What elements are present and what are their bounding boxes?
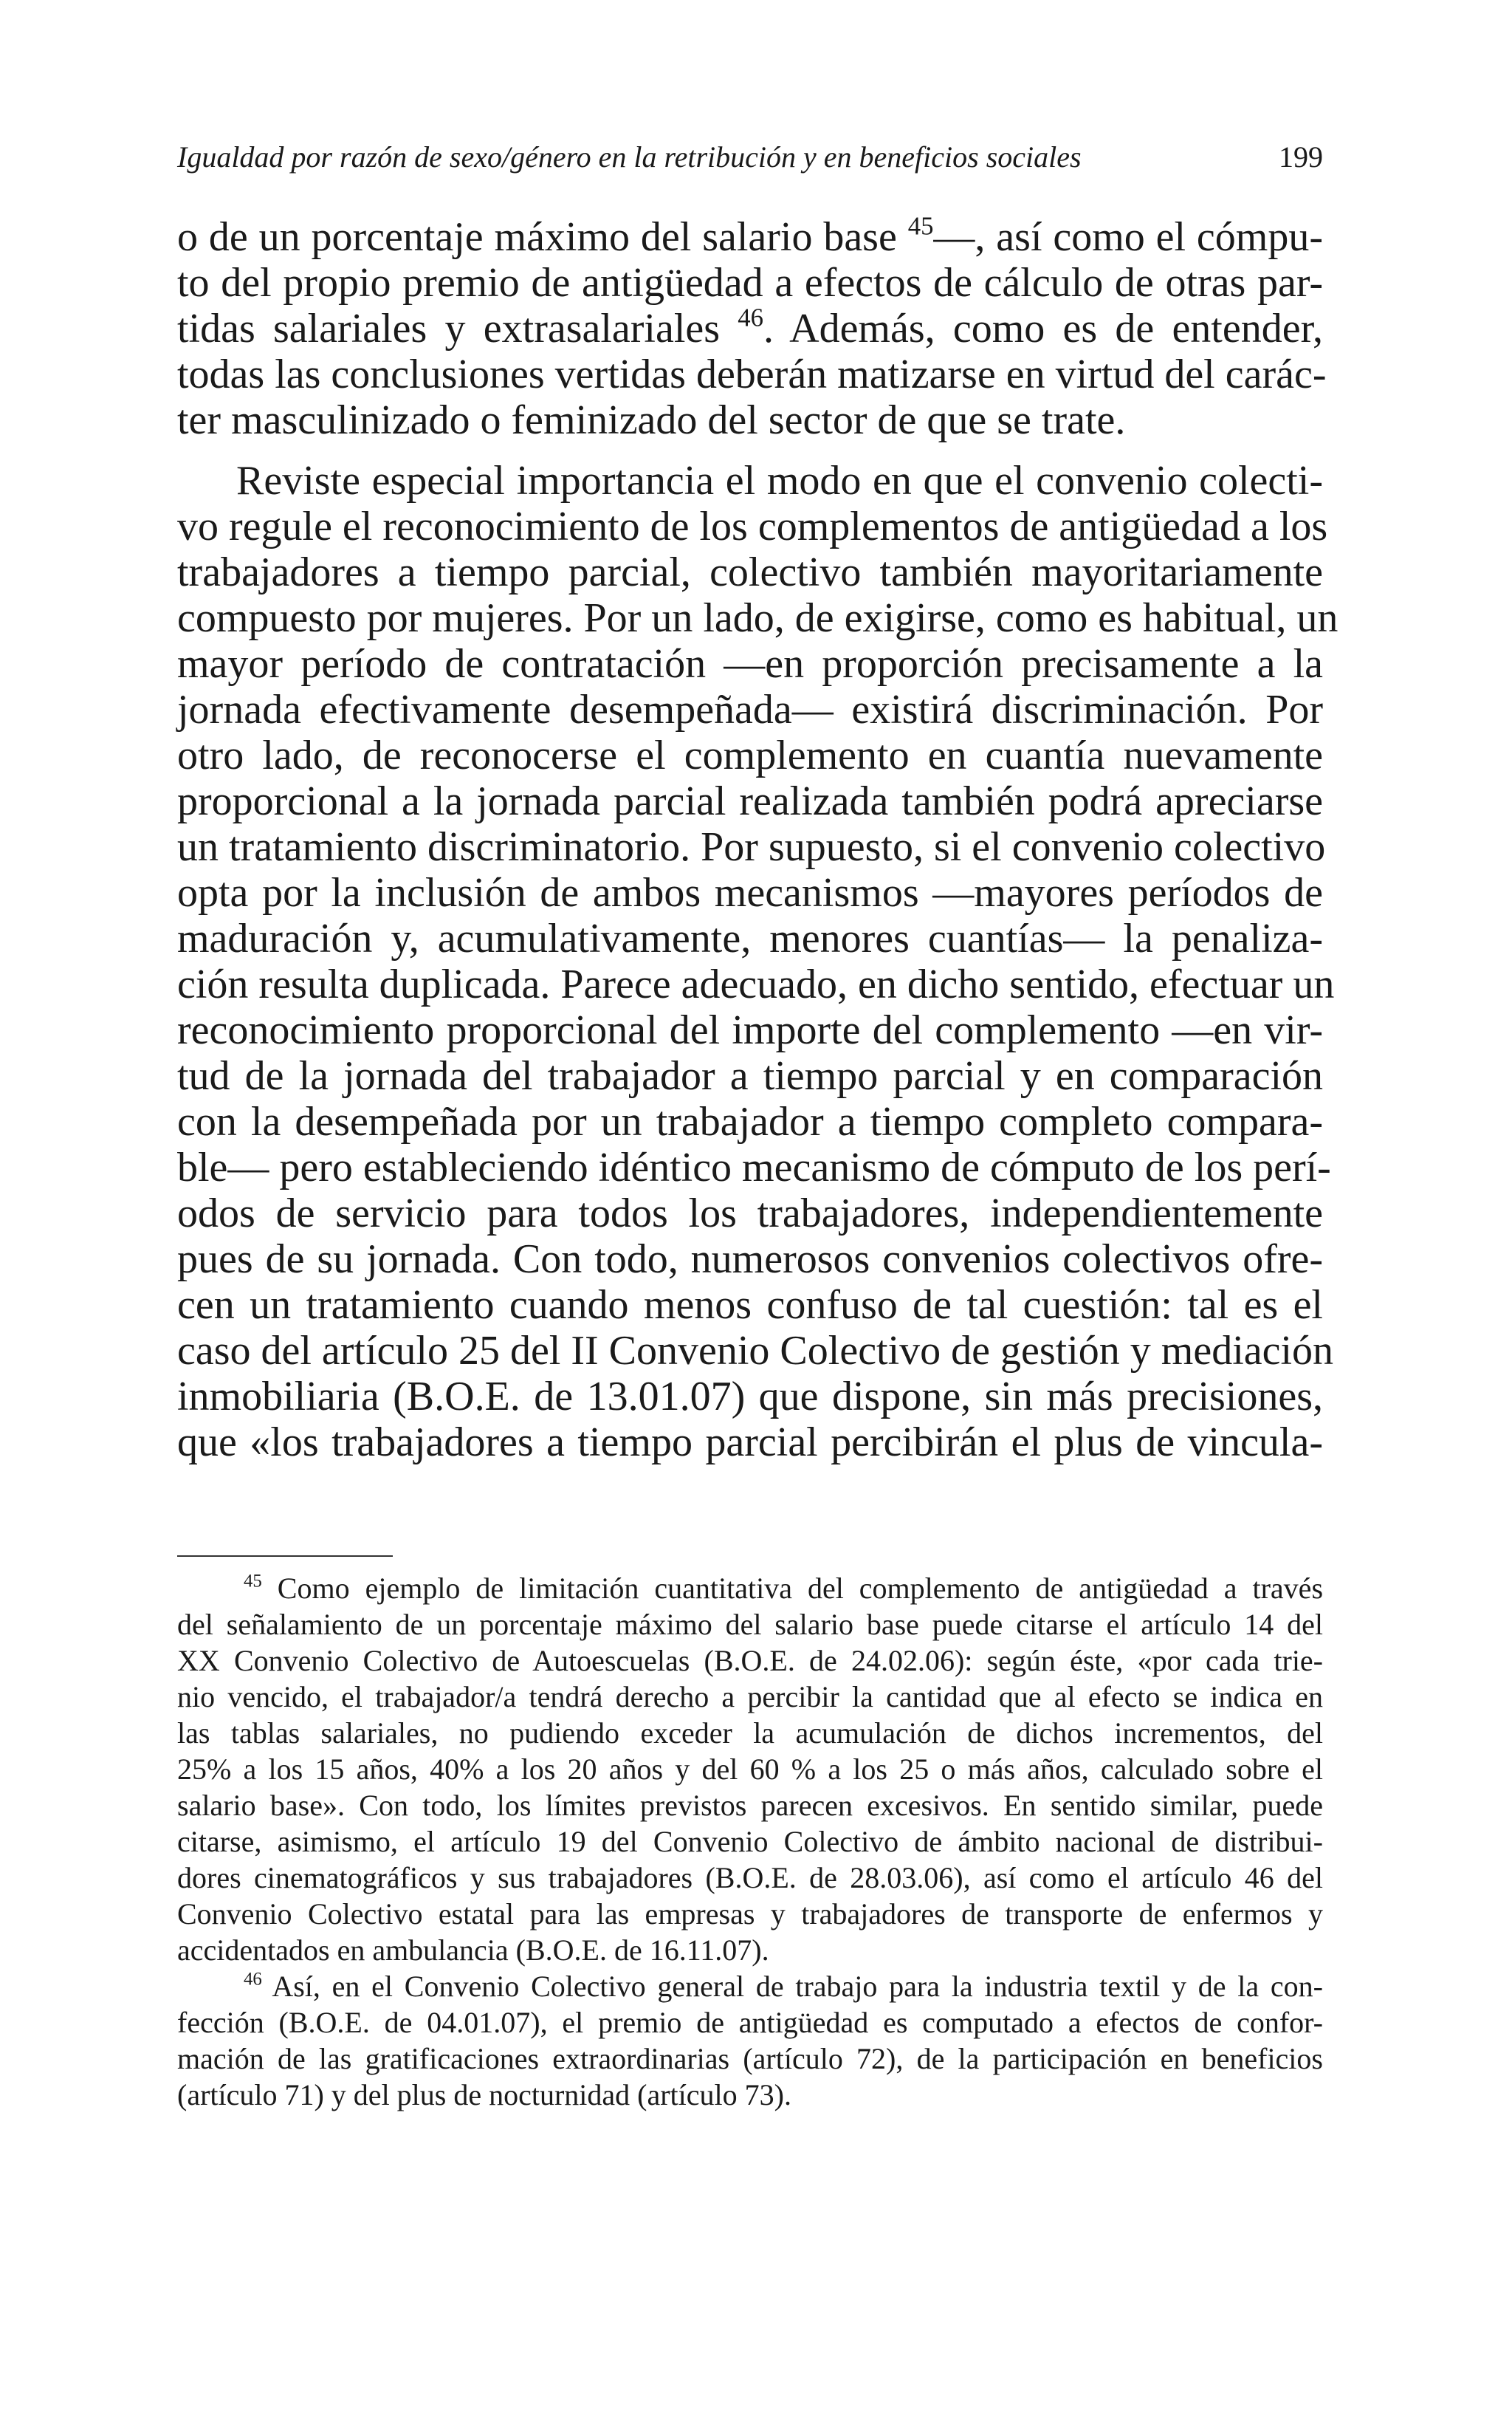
running-header-title: Igualdad por razón de sexo/género en la retribución y en beneficios sociales (177, 140, 1082, 174)
footnote-line: Convenio Colectivo estatal para las empresas y trabajadores de transporte de enfermos y (177, 1897, 1323, 1930)
footnote-line: citarse, asimismo, el artículo 19 del Convenio Colectivo de ámbito nacional de distribui- (177, 1825, 1323, 1858)
running-header (177, 139, 1323, 176)
footnote-45 (177, 1570, 1323, 1968)
text-line: o de un porcentaje máximo del salario base $^{45}$—, así como el cómpu- (177, 211, 1323, 260)
footnote-line: XX Convenio Colectivo de Autoescuelas (B.O.E. de 24.02.06): según éste, «por cada trie- (177, 1644, 1323, 1677)
text-line: que «los trabajadores a tiempo parcial percibirán el plus de vincula- (177, 1419, 1323, 1465)
footnote-line: del señalamiento de un porcentaje máximo del salario base puede citarse el artículo 14 del (177, 1608, 1323, 1641)
text-line: ción resulta duplicada. Parece adecuado, en dicho sentido, efectuar un (177, 962, 1335, 1007)
text-line: maduración y, acumulativamente, menores cuantías— la penaliza- (177, 916, 1323, 962)
footnotes (177, 1570, 1323, 2113)
text-line: ble— pero estableciendo idéntico mecanismo de cómputo de los perí- (177, 1145, 1331, 1190)
text-line: pues de su jornada. Con todo, numerosos convenios colectivos ofre- (177, 1236, 1323, 1282)
text-line: odos de servicio para todos los trabajadores, independientemente (177, 1190, 1323, 1236)
footnote-line: nio vencido, el trabajador/a tendrá derecho a percibir la cantidad que al efecto se indica en (177, 1680, 1323, 1713)
footnote-line: las tablas salariales, no pudiendo exceder la acumulación de dichos incrementos, del (177, 1716, 1323, 1750)
footnote-line: (artículo 71) y del plus de nocturnidad (artículo 73). (177, 2078, 791, 2111)
footnote-line: $^{45}$ Como ejemplo de limitación cuantitativa del complemento de antigüedad a través (244, 1571, 1324, 1605)
text-line: compuesto por mujeres. Por un lado, de exigirse, como es habitual, un (177, 595, 1339, 641)
text-line: un tratamiento discriminatorio. Por supuesto, si el convenio colectivo (177, 824, 1326, 870)
footnote-46 (177, 1968, 1323, 2113)
text-line: opta por la inclusión de ambos mecanismos —mayores períodos de (177, 870, 1323, 916)
footnote-ref-46[interactable]: 46 (738, 303, 763, 332)
footnote-line: $^{46}$ Así, en el Convenio Colectivo general de trabajo para la industria textil y de la con- (244, 1969, 1323, 2003)
footnote-line: accidentados en ambulancia (B.O.E. de 16.11.07). (177, 1933, 769, 1967)
text-line: tidas salariales y extrasalariales $^{46}$. Además, como es de entender, (177, 303, 1323, 352)
paragraph-1 (177, 211, 1327, 443)
text-line: mayor período de contratación —en proporción precisamente a la (177, 641, 1323, 687)
footnote-line: 25% a los 15 años, 40% a los 20 años y del 60 % a los 25 o más años, calculado sobre el (177, 1753, 1323, 1786)
footnote-line: fección (B.O.E. de 04.01.07), el premio de antigüedad es computado a efectos de confor- (177, 2006, 1323, 2039)
text-line: to del propio premio de antigüedad a efectos de cálculo de otras par- (177, 260, 1323, 306)
text-line: trabajadores a tiempo parcial, colectivo también mayoritariamente (177, 549, 1323, 595)
footnote-ref-45[interactable]: 45 (907, 211, 934, 241)
footnote-separator (177, 1555, 393, 1557)
text-line: inmobiliaria (B.O.E. de 13.01.07) que dispone, sin más precisiones, (177, 1374, 1323, 1419)
page-number: 199 (1279, 140, 1323, 174)
footnote-marker-46: 46 (244, 1969, 262, 1990)
footnote-marker-45: 45 (244, 1571, 262, 1592)
text-line: tud de la jornada del trabajador a tiempo parcial y en comparación (177, 1053, 1323, 1099)
text-line: caso del artículo 25 del II Convenio Colectivo de gestión y mediación (177, 1328, 1334, 1374)
text-line: vo regule el reconocimiento de los complementos de antigüedad a los (177, 504, 1328, 549)
text-line: cen un tratamiento cuando menos confuso de tal cuestión: tal es el (177, 1282, 1323, 1328)
text-line: proporcional a la jornada parcial realizada también podrá apreciarse (177, 778, 1323, 824)
body-text (177, 211, 1339, 1465)
text-line: jornada efectivamente desempeñada— existirá discriminación. Por (177, 687, 1323, 733)
text-line: con la desempeñada por un trabajador a tiempo completo compara- (177, 1099, 1323, 1145)
text-line: Reviste especial importancia el modo en que el convenio colecti- (236, 458, 1323, 504)
footnote-line: salario base». Con todo, los límites previstos parecen excesivos. En sentido similar, puede (177, 1789, 1323, 1822)
paragraph-spacer (177, 443, 1323, 458)
text-line: todas las conclusiones vertidas deberán matizarse en virtud del carác- (177, 352, 1327, 397)
text-line: reconocimiento proporcional del importe del complemento —en vir- (177, 1007, 1323, 1053)
paragraph-2 (177, 458, 1339, 1465)
footnote-line: mación de las gratificaciones extraordinarias (artículo 72), de la participación en beneficios (177, 2042, 1323, 2075)
footnote-line: dores cinematográficos y sus trabajadores (B.O.E. de 28.03.06), así como el artículo 46 del (177, 1861, 1323, 1894)
text-line: ter masculinizado o feminizado del sector de que se trate. (177, 397, 1126, 443)
text-line: otro lado, de reconocerse el complemento en cuantía nuevamente (177, 733, 1323, 778)
